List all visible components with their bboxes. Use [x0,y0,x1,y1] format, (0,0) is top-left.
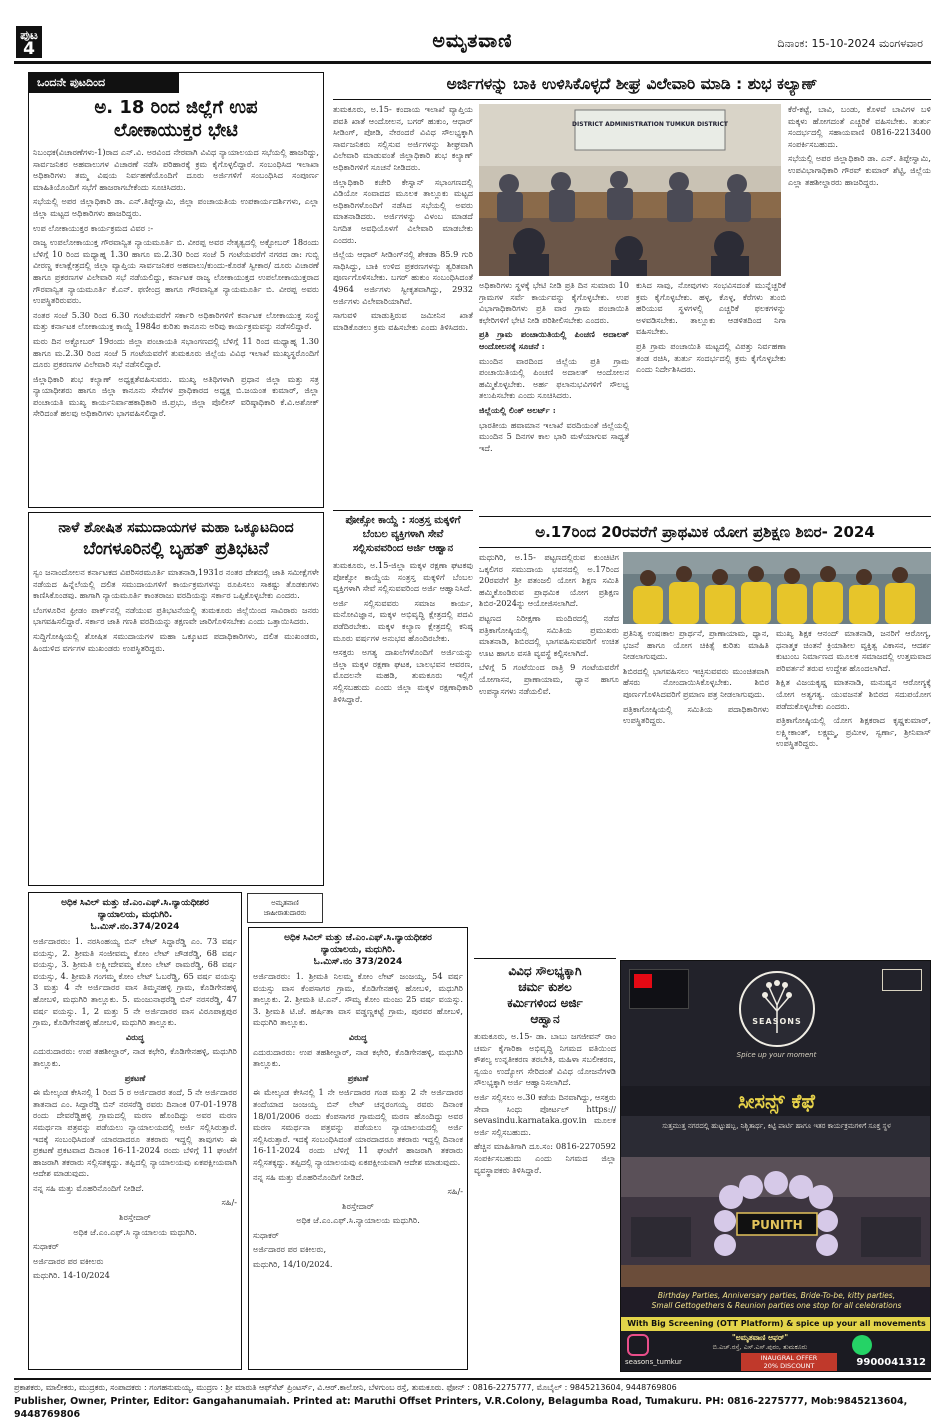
story-subhead: ಪ್ರತಿ ಗ್ರಾಮ ಪಂಚಾಯಿತಿಯಲ್ಲಿ ಪಿಂಚಣಿ ಅದಾಲತ್ ಆಂದೋಲನಕ್ಕೆ ಸೂಚನೆ : [479,329,629,351]
story-paragraph: ಪ್ರತಿ ಗ್ರಾಮ ಪಂಚಾಯಿತಿ ಮಟ್ಟದಲ್ಲಿ ವಿಪತ್ತು ನಿರ್ವಹಣಾ ತಂಡ ರಚಿಸಿ, ತುರ್ತು ಸಂದರ್ಭದಲ್ಲಿ ಕ್ರಮ ಕೈಗೊಳ್ಳಬೇಕು ಎಂದು ನಿರ್ದೇಶಿಸಿದರು. [636,340,786,375]
brand-logo [739,971,815,1047]
court-place: ನ್ಯಾಯಾಲಯ, ಮಧುಗಿರಿ. [97,910,173,920]
party-types-line: Birthday Parties, Anniversary parties, Bride-To-be, kitty parties, [657,1291,896,1300]
phone-number[interactable]: 9900041312 [856,1357,926,1368]
story-paragraph: ಅರ್ಜಿ ಸಲ್ಲಿಸಲು ಅ.30 ಕಡೆಯ ದಿನವಾಗಿದ್ದು, ಆಸಕ್ತರು ಸೇವಾ ಸಿಂಧು ಪೋರ್ಟಲ್ https:// sevasindu.karnataka.gov.in ಮೂಲಕ ಅರ್ಜಿ ಸಲ್ಲಿಸಬಹುದು. [474,1091,616,1137]
court-name: ಅಧಿಕ ಸಿವಿಲ್ ಮತ್ತು ಜೆ.ಎಂ.ಎಫ್.ಸಿ.ನ್ಯಾಯಧೀಶರ [284,933,432,943]
story-body [29,147,323,420]
story-paragraph: ಕೆರೆ-ಕಟ್ಟೆ, ಬಾವಿ, ಬಂಡು, ಕೊಳವೆ ಬಾವಿಗಳ ಬಳಿ ಮಕ್ಕಳು ಹೋಗದಂತೆ ಎಚ್ಚರಿಕೆ ವಹಿಸಬೇಕು. ತುರ್ತು ಸಂದರ್ಭದಲ್ಲಿ ಸಹಾಯವಾಣಿ 0816-2213400 ಸಂಪರ್ಕಿಸಬಹುದು. [788,104,931,149]
story-title: ಚರ್ಮ ಕುಶಲ [518,980,572,994]
lead-column-2 [479,280,629,505]
story-paragraph: ಭಾರತೀಯ ಹವಾಮಾನ ಇಲಾಖೆ ವರದಿಯಂತೆ ಜಿಲ್ಲೆಯಲ್ಲಿ ಮುಂದಿನ 5 ದಿನಗಳ ಕಾಲ ಭಾರಿ ಮಳೆಯಾಗುವ ಸಾಧ್ಯತೆ ಇದೆ. [479,419,629,453]
story-paragraph: ಬೆಳಿಗ್ಗೆ 5 ಗಂಟೆಯಿಂದ ರಾತ್ರಿ 9 ಗಂಟೆಯವರೆಗೆ ಯೋಗಾಸನ, ಪ್ರಾಣಾಯಾಮ, ಧ್ಯಾನ ಹಾಗೂ ಉಪನ್ಯಾಸಗಳು ನಡೆಯಲಿವೆ. [479,662,619,696]
story-paragraph: ರಾಜ್ಯ ಉಪಲೋಕಾಯುಕ್ತ ಗೌರವಾನ್ವಿತ ನ್ಯಾಯಮೂರ್ತಿ ಬಿ. ವೀರಪ್ಪ ಅವರ ನೇತೃತ್ವದಲ್ಲಿ ಅಕ್ಟೋಬರ್ 18ರಂದು ಬೆಳಿಗ್ಗೆ 10 ರಿಂದ ಮಧ್ಯಾಹ್ನ 1.30 ಹಾಗೂ ಮ.2.30 ರಿಂದ ಸಂಜೆ 5 ಗಂಟೆಯವರೆಗೆ ನಗರದ ಡಾ: ಗುಬ್ಬಿ ವೀರಣ್ಣ ಕಲಾಕ್ಷೇತ್ರದಲ್ಲಿ ಜಿಲ್ಲಾ ವ್ಯಾಪ್ತಿಯ ಸಾರ್ವಜನಿಕರ ಅಹವಾಲು/ಕುಂದು-ಕೊರತೆ ಸ್ವೀಕಾರ/ ದೂರು ವಿಚಾರಣೆ ಹಾಗೂ ಪ್ರಕರಣಗಳ ವಿಲೇವಾರಿ ಸಭೆ ನಡೆಯಲಿದ್ದು, ಕರ್ನಾಟಕ ರಾಜ್ಯ ಲೋಕಾಯುಕ್ತದ ಉಪಲೋಕಾಯುಕ್ತರಾದ ಗೌರವಾನ್ವಿತ ನ್ಯಾಯಮೂರ್ತಿ ಕೆ.ಎನ್. ಫಣೀಂದ್ರ ಹಾಗೂ ಗೌರವಾನ್ವಿತ ನ್ಯಾಯಮೂರ್ತಿ ಬಿ. ವೀರಪ್ಪ ಅವರು ಉಪಸ್ಥಿತರಿರುವರು. [33,237,319,306]
address-block [685,1333,835,1352]
lead-column-4 [788,104,931,504]
story-protest [28,512,324,886]
imprint-english: Publisher, Owner, Printer, Editor: Gangahanumaiah. Printed at: Maruthi Offset Printers, V.R.Colony, Belagumba Road, Tumakuru. PH: 0816-2275777, Mob:9845213604, 9448769806 [14,1396,908,1418]
case-number: ಓ.ಮಿಸ್.ನಂ.374/2024 [90,922,180,932]
prepared-by: ಸುಧಾಕರ್ [33,1241,59,1252]
imprint-footer [14,1378,931,1418]
party-hall-image [621,1157,931,1287]
story-body [29,567,323,654]
tree-logo-icon [741,973,813,1045]
story-title: ವಿವಿಧ ಸೌಲಭ್ಯಕ್ಕಾಗಿ [508,964,582,978]
place-date: ಮಧುಗಿರಿ. 14-10/2024 [33,1270,110,1281]
signatory-office: ಅಧಿಕ ಜೆ.ಎಂ.ಎಫ್.ಸಿ.ನ್ಯಾಯಾಲಯ ಮಧುಗಿರಿ. [296,1215,420,1226]
story-paragraph: ಮುಂದಿನ ವಾರದಿಂದ ಜಿಲ್ಲೆಯ ಪ್ರತಿ ಗ್ರಾಮ ಪಂಚಾಯಿತಿಯಲ್ಲಿ ಪಿಂಚಣಿ ಅದಾಲತ್ ಆಂದೋಲನ ಹಮ್ಮಿಕೊಳ್ಳಬೇಕು. ಅರ್ಹ ಫಲಾನುಭವಿಗಳಿಗೆ ಸೌಲಭ್ಯ ತಲುಪಿಸಬೇಕು ಎಂದು ಸೂಚಿಸಿದರು. [479,355,629,401]
issue-date: ದಿನಾಂಕ: 15-10-2024 ಮಂಗಳವಾರ [777,37,923,50]
story-paragraph: ತುಮಕೂರು, ಅ.15- ಕಂದಾಯ ಇಲಾಖೆ ವ್ಯಾಪ್ತಿಯ ಪವತಿ ಖಾತೆ ಆಂದೋಲನ, ಬಗರ್ ಹುಕುಂ, ಆಧಾರ್ ಸೀಡಿಂಗ್, ಪೋಡಿ, ನೇರಂದರೆ ವಿವಿಧ ಸೌಲಭ್ಯಕ್ಕಾಗಿ ಸಾರ್ವಜನಿಕರು ಸಲ್ಲಿಸುವ ಅರ್ಜಿಗಳನ್ನು ಶೀಘ್ರವಾಗಿ ವಿಲೇವಾರಿ ಮಾಡುವಂತೆ ಜಿಲ್ಲಾಧಿಕಾರಿ ಶುಭ ಕಲ್ಯಾಣ್ ಅಧಿಕಾರಿಗಳಿಗೆ ಸೂಚನೆ ನೀಡಿದರು. [333,104,473,172]
lead-headline: ಅರ್ಜಿಗಳನ್ನು ಬಾಕಿ ಉಳಿಸಿಕೊಳ್ಳದೆ ಶೀಘ್ರ ವಿಲೇವಾರಿ ಮಾಡಿ : ಶುಭ ಕಲ್ಯಾಣ್ [333,70,931,100]
paper-name: ಅಮೃತವಾಣಿ [432,30,513,52]
versus-label: ವಿರುದ್ಧ [348,1031,368,1042]
story-paragraph: ಶಿಬಿರದಲ್ಲಿ ಭಾಗವಹಿಸಲು ಇಚ್ಛಿಸುವವರು ಮುಂಚಿತವಾಗಿ ಹೆಸರು ನೋಂದಾಯಿಸಿಕೊಳ್ಳಬೇಕು. ಶಿಬಿರ ಪೂರ್ಣಗೊಳಿಸಿದವರಿಗೆ ಪ್ರಮಾಣ ಪತ್ರ ನೀಡಲಾಗುವುದು. [623,665,769,699]
notice-closing: ನನ್ನ ಸಹಿ ಮತ್ತು ಮೊಹರಿನೊಂದಿಗೆ ನೀಡಿದೆ. [33,1182,144,1193]
imprint-kannada: ಪ್ರಕಾಶಕರು, ಮಾಲೀಕರು, ಮುದ್ರಕರು, ಸಂಪಾದಕರು : ಗಂಗಹನುಮಯ್ಯ, ಮುದ್ರಣ : ಶ್ರೀ ಮಾರುತಿ ಆಫ್‌ಸೆಟ್ ಪ್ರಿಂಟರ್ಸ್, ವಿ.ಆರ್.ಕಾಲೋನಿ, ಬೆಳಗುಂಬ ರಸ್ತೆ, ತುಮಕೂರು. ಫೋನ್ : 0816-2275777, ಮೊಬೈಲ್ : 9845213604, 9448769806 [14,1383,677,1392]
yoga-column-1 [479,552,619,952]
story-paragraph: ಪತ್ರಿಕಾಗೋಷ್ಠಿಯಲ್ಲಿ ಯೋಗ ಶಿಕ್ಷಕರಾದ ಕೃಷ್ಣಕುಮಾರ್, ಲಕ್ಷ್ಮೀಕಾಂತ್, ಲಕ್ಷ್ಮಮ್ಮ, ಪ್ರಮೀಳ, ಸ್ವರ್ಣಾ, ಶ್ರೀನಿವಾಸ್ ಉಪಸ್ಥಿತರಿದ್ದರು. [776,715,931,749]
ad-bottom-bar [621,1331,931,1372]
story-paragraph: ಅಧಿಕಾರಿಗಳು ಸ್ಥಳಕ್ಕೆ ಭೇಟಿ ನೀಡಿ ಪ್ರತಿ ದಿನ ಸುಮಾರು 10 ಗ್ರಾಮಗಳ ಸರ್ವೆ ಕಾರ್ಯವನ್ನು ಕೈಗೊಳ್ಳಬೇಕು. ಉಪ ವಿಭಾಗಾಧಿಕಾರಿಗಳು ಪ್ರತಿ ವಾರ ಗ್ರಾಮ ಪಂಚಾಯಿತಿ ಕಛೇರಿಗಳಿಗೆ ಭೇಟಿ ನೀಡಿ ಪರಿಶೀಲಿಸಬೇಕು ಎಂದರು. [479,280,629,325]
prepared-by: ಸುಧಾಕರ್ [253,1229,279,1240]
place-date: ಮಧುಗಿರಿ, 14/10/2024. [253,1259,333,1270]
lead-column-1 [333,104,473,504]
story-paragraph: ಪಟ್ಟಣದ ನಿರೀಕ್ಷಣಾ ಮಂದಿರದಲ್ಲಿ ನಡೆದ ಪತ್ರಿಕಾಗೋಷ್ಠಿಯಲ್ಲಿ ಸಮಿತಿಯ ಪ್ರಮುಖರು ಮಾತನಾಡಿ, ಶಿಬಿರದಲ್ಲಿ ಭಾಗವಹಿಸುವವರಿಗೆ ಉಚಿತ ಊಟ ಹಾಗೂ ವಸತಿ ವ್ಯವಸ್ಥೆ ಕಲ್ಪಿಸಲಾಗಿದೆ. [479,612,619,658]
story-paragraph: ಪ್ರತಿನಿತ್ಯ ಉಷಃಕಾಲ ಪ್ರಾರ್ಥನೆ, ಪ್ರಾಣಾಯಾಮ, ಧ್ಯಾನ, ಭಜನೆ ಹಾಗೂ ಯೋಗ ಚಿಕಿತ್ಸೆ ಕುರಿತು ಮಾಹಿತಿ ನೀಡಲಾಗುವುದು. [623,628,769,662]
notice-closing: ನನ್ನ ಸಹಿ ಮತ್ತು ಮೊಹರಿನೊಂದಿಗೆ ನೀಡಿದೆ. [253,1171,364,1182]
instagram-icon[interactable] [627,1334,649,1356]
instagram-handle[interactable]: seasons_tumkur [625,1358,682,1366]
story-leather-artisans [474,958,616,1372]
story-paragraph: ಮುಖ್ಯ ಶಿಕ್ಷಕ ಆನಂದ್ ಮಾತನಾಡಿ, ಜನರಿಗೆ ಆರೋಗ್ಯ, ಧನಾತ್ಮಕ ಚಿಂತನೆ ಕ್ರಿಯಾಶೀಲ ವ್ಯಕ್ತಿತ್ವ ವಿಕಾಸನ, ಆದರ್ಶ ಕುಟುಂಬ ನಿರ್ಮಾಣದ ಮೂಲಕ ಸಮಾಜದಲ್ಲಿ ಉತ್ತಮವಾದ ಪರಿವರ್ತನೆ ತರುವ ಉದ್ದೇಶ ಹೊಂದಲಾಗಿದೆ. [776,628,931,673]
story-paragraph: ಹೆಚ್ಚಿನ ಮಾಹಿತಿಗಾಗಿ ದೂ.ಸಂ: 0816-2270592 ಸಂಪರ್ಕಿಸಬಹುದು ಎಂದು ನಿಗಮದ ಜಿಲ್ಲಾ ವ್ಯವಸ್ಥಾಪಕರು ತಿಳಿಸಿದ್ದಾರೆ. [474,1141,616,1175]
party-types [621,1287,931,1317]
story-paragraph: ಶಿಕ್ಷಿತ ವಿಜಯಕೃಷ್ಣ ಮಾತನಾಡಿ, ಮನುಷ್ಯನ ಆರೋಗ್ಯಕ್ಕೆ ಯೋಗ ಅತ್ಯಗತ್ಯ. ಯುವಜನತೆ ಶಿಬಿರದ ಸದುಪಯೋಗ ಪಡೆದುಕೊಳ್ಳಬೇಕು ಎಂದರು. [776,677,931,711]
court-name: ಅಧಿಕ ಸಿವಿಲ್ ಮತ್ತು ಜೆ.ಎಂ.ಎಫ್.ಸಿ.ನ್ಯಾಯಧೀಶರ [61,898,209,908]
notice-body [253,971,463,1271]
story-paragraph: ಸುದ್ದಿಗೋಷ್ಠಿಯಲ್ಲಿ ಶೋಷಿತ ಸಮುದಾಯಗಳ ಮಹಾ ಒಕ್ಕೂಟದ ಪದಾಧಿಕಾರಿಗಳು, ದಲಿತ ಮುಖಂಡರು, ಹಿಂದುಳಿದ ವರ್ಗಗಳ ಮುಖಂಡರು ಉಪಸ್ಥಿತರಿದ್ದರು. [33,630,319,653]
story-paragraph: ಮರು ದಿನ ಅಕ್ಟೋಬರ್ 19ರಂದು ಜಿಲ್ಲಾ ಪಂಚಾಯತಿ ಸಭಾಂಗಣದಲ್ಲಿ ಬೆಳಿಗ್ಗೆ 11 ರಿಂದ ಮಧ್ಯಾಹ್ನ 1.30 ಹಾಗೂ ಮ.2.30 ರಿಂದ ಸಂಜೆ 5 ಗಂಟೆಯವರೆಗೆ ತುಮಕೂರು ಜಿಲ್ಲೆಯ ವಿವಿಧ ಇಲಾಖೆ ಮುಖ್ಯಸ್ಥರೊಂದಿಗೆ ದೂರು ಪ್ರಕರಣಗಳ ವಿಲೇವಾರಿ ಸಭೆ ನಡೆಸಲಿದ್ದಾರೆ. [33,335,319,370]
story-paragraph: ಜಿಲ್ಲಾಧಿಕಾರಿ ಶುಭ ಕಲ್ಯಾಣ್ ಅಧ್ಯಕ್ಷತೆವಹಿಸುವರು. ಮುಖ್ಯ ಅತಿಥಿಗಳಾಗಿ ಪ್ರಧಾನ ಜಿಲ್ಲಾ ಮತ್ತು ಸತ್ರ ನ್ಯಾಯಾಧೀಶರು ಹಾಗೂ ಜಿಲ್ಲಾ ಕಾನೂನು ಸೇವೆಗಳ ಪ್ರಾಧಿಕಾರದ ಅಧ್ಯಕ್ಷ ಬಿ.ಜಯಂತ ಕುಮಾರ್, ಜಿಲ್ಲಾ ಪಂಚಾಯತಿ ಮುಖ್ಯ ಕಾರ್ಯನಿರ್ವಾಹಕಾಧಿಕಾರಿ ಜಿ.ಪ್ರಭು, ಜಿಲ್ಲಾ ಪೊಲೀಸ್ ವರಿಷ್ಠಾಧಿಕಾರಿ ಕೆ.ವಿ.ಅಶೋಕ್ ಸೇರಿದಂತೆ ಹಲವು ಅಧಿಕಾರಿಗಳು ಭಾಗವಹಿಸಲಿದ್ದಾರೆ. [33,373,319,419]
story-title-line2: ಲೋಕಾಯುಕ್ತರ ಭೇಟಿ [114,120,238,141]
whatsapp-icon[interactable] [852,1335,872,1355]
lead-column-3 [636,280,786,505]
story-paragraph: ತುಮಕೂರು, ಅ.15- ಡಾ. ಬಾಬು ಜಗಜೀವನ್ ರಾಂ ಚರ್ಮ ಕೈಗಾರಿಕಾ ಅಭಿವೃದ್ಧಿ ನಿಗಮದ ವತಿಯಿಂದ ಕೌಶಲ್ಯ ಉನ್ನತೀಕರಣ ತರಬೇತಿ, ಮಹಿಳಾ ಸಬಲೀಕರಣ, ಸ್ವಯಂ ಉದ್ಯೋಗ ಸೇರಿದಂತೆ ವಿವಿಧ ಯೋಜನೆಗಳಡಿ ಸೌಲಭ್ಯಕ್ಕಾಗಿ ಅರ್ಜಿ ಆಹ್ವಾನಿಸಲಾಗಿದೆ. [474,1031,616,1088]
advocate: ಅರ್ಜಿದಾರರ ಪರ ವಕೀಲರು [33,1255,104,1266]
ott-logo-icon [634,974,652,988]
story-body [333,560,473,705]
respondent: ಎದುರುದಾರರು: ಉಪ ತಹಶೀಲ್ದಾರ್, ನಾಡ ಕಛೇರಿ, ಕೊಡಿಗೇನಹಳ್ಳಿ, ಮಧುಗಿರಿ ತಾಲ್ಲೂಕು. [33,1046,237,1068]
yoga-group-photo-image [623,552,931,624]
page-number: 4 [23,39,35,59]
ad-description: ಸುತ್ತಮುತ್ತ ನಗರದಲ್ಲಿ ಹುಟ್ಟುಹಬ್ಬ, ನಿಶ್ಚಿತಾರ್ಥ, ಕಿಟ್ಟಿ ಪಾರ್ಟಿ ಹಾಗೂ ಇತರ ಕಾರ್ಯಕ್ರಮಗಳಿಗೆ ಸೂಕ್ತ ಸ್ಥಳ [662,1122,891,1130]
story-paragraph: ಬೆಂಗಳೂರಿನ ಫ್ರೀಡಂ ಪಾರ್ಕ್‌ನಲ್ಲಿ ನಡೆಯುವ ಪ್ರತಿಭಟನೆಯಲ್ಲಿ ತುಮಕೂರು ಜಿಲ್ಲೆಯಿಂದ ಸಾವಿರಾರು ಜನರು ಭಾಗವಹಿಸಲಿದ್ದಾರೆ. ಸರ್ಕಾರ ಜಾತಿ ಗಣತಿ ವರದಿಯನ್ನು ತಕ್ಷಣವೇ ಜಾರಿಗೊಳಿಸಬೇಕು ಎಂದು ಒತ್ತಾಯಿಸಿದರು. [33,604,319,627]
court-notice-373 [248,927,468,1370]
signatory-title: ಶಿರಸ್ತೇದಾರ್ [119,1212,151,1223]
meeting-photo-image [479,104,781,276]
address-title: "ಅಮೃತವಾಣಿ ಆಫರ್" [731,1333,789,1342]
yoga-group-photo [623,552,931,624]
party-types-line: Small Gettogethers & Reunion parties one stop for all celebrations [651,1301,902,1310]
story-title-line1: ನಾಳೆ ಶೋಷಿತ ಸಮುದಾಯಗಳ ಮಹಾ ಒಕ್ಕೂಟದಿಂದ [58,520,294,536]
story-title-block [474,958,616,1027]
seasons-cafe-advertisement[interactable] [620,960,931,1372]
story-paragraph: ಉಪ ಲೋಕಾಯುಕ್ತರ ಕಾರ್ಯಕ್ರಮದ ವಿವರ :- [33,222,154,233]
story-paragraph: ನಿಬಂಧಕ(ವಿಚಾರಣೆಗಳು-1)ರಾದ ಎನ್.ವಿ. ಅರವಿಂದ ನೇರವಾಗಿ ವಿವಿಧ ನ್ಯಾಯಾಲಯದ ಸಭೆಯಲ್ಲಿ ಹಾಜರಿದ್ದು, ಸಾರ್ವಜನಿಕರ ಅಹವಾಲುಗಳ ವಿಚಾರಣೆ ನಡೆಸಿ ಪರಿಹಾರಕ್ಕೆ ಕ್ರಮ ಕೈಗೊಳ್ಳಲಿದ್ದಾರೆ. ಸಂಬಂಧಿಸಿದ ಇಲಾಖಾ ಅಧಿಕಾರಿಗಳು ತಮ್ಮ ವಿಷಯ ನಿರ್ವಹಣೆಯೊಂದಿಗೆ ದೂರು ಅರ್ಜಿಗಳಿಗೆ ಸಂಬಂಧಿಸಿದ ಸಂಪೂರ್ಣ ಮಾಹಿತಿಯೊಂದಿಗೆ ಸಭೆಗೆ ಹಾಜರಾಗಬೇಕೆಂದು ಸೂಚಿಸಿದರು. [33,147,319,192]
story-paragraph: ಆಸಕ್ತರು ಅಗತ್ಯ ದಾಖಲೆಗಳೊಂದಿಗೆ ಅರ್ಜಿಯನ್ನು ಜಿಲ್ಲಾ ಮಕ್ಕಳ ರಕ್ಷಣಾ ಘಟಕ, ಬಾಲಭವನ ಆವರಣ, ಮೊದಲನೇ ಮಹಡಿ, ತುಮಕೂರು ಇಲ್ಲಿಗೆ ಸಲ್ಲಿಸಬಹುದು ಎಂದು ಜಿಲ್ಲಾ ಮಕ್ಕಳ ರಕ್ಷಣಾಧಿಕಾರಿ ತಿಳಿಸಿದ್ದಾರೆ. [333,647,473,704]
story-body [474,1031,616,1176]
advocate: ಅರ್ಜಿದಾರರ ಪರ ವಕೀಲರು, [253,1244,327,1255]
yoga-column-3 [776,628,931,952]
story-paragraph: ನಂತರ ಸಂಜೆ 5.30 ರಿಂದ 6.30 ಗಂಟೆಯವರೆಗೆ ಸರ್ಕಾರಿ ಅಧಿಕಾರಿಗಳಿಗೆ ಕರ್ನಾಟಕ ಲೋಕಾಯುಕ್ತ ಸಂಸ್ಥೆ ಮತ್ತು ಕರ್ನಾಟಕ ಲೋಕಾಯುಕ್ತ ಕಾಯ್ದೆ 1984ರ ಕುರಿತು ಕಾನೂನು ಅರಿವು ಕಾರ್ಯಕ್ರಮವನ್ನು ನಡೆಸಲಿದ್ದಾರೆ. [33,309,319,332]
page-prefix: ಪುಟ [20,28,38,42]
story-title-line2: ಬೆಂಗಳೂರಿನಲ್ಲಿ ಬೃಹತ್ ಪ್ರತಿಭಟನೆ [83,539,269,559]
signatory-office: ಅಧಿಕ ಜೆ.ಎಂ.ಎಫ್.ಸಿ ನ್ಯಾಯಾಲಯ ಮಧುಗಿರಿ. [73,1226,197,1237]
story-title: ಸಲ್ಲಿಸುವವರಿಂದ ಅರ್ಜಿ ಆಹ್ವಾನ [352,543,454,554]
chef-hat-icon [882,969,922,991]
cafe-kannada-name: ಸೀಸನ್ಸ್ ಕೆಫೆ [621,1086,931,1116]
story-title: ಪೋಕ್ಸೋ ಕಾಯ್ದೆ : ಸಂತ್ರಸ್ತ ಮಕ್ಕಳಿಗೆ [333,510,473,528]
screening-banner: With Big Screening (OTT Platform) & spice up your all movements [621,1317,931,1331]
versus-label: ವಿರುದ್ಧ [125,1031,145,1042]
brand-name: SEASONS [752,1017,802,1026]
story-subhead: ಜಿಲ್ಲೆಯಲ್ಲಿ ಲಿಂಕ್ ಅಲರ್ಟ್ : [479,404,556,415]
notice-label: ಪ್ರಕಟಣೆ [124,1072,146,1083]
notice-body [33,936,237,1282]
story-paragraph: ಸಾಗುವಳಿ ಮಾಡುತ್ತಿರುವ ಜಮೀನಿನ ಖಾತೆ ಮಾಡಿಕೊಡಲು ಕ್ರಮ ವಹಿಸಬೇಕು ಎಂದು ತಿಳಿಸಿದರು. [333,310,473,332]
story-paragraph: ಮಧುಗಿರಿ, ಅ.15- ಪಟ್ಟಣದಲ್ಲಿರುವ ಕುಂಚಿಟಿಗ ಒಕ್ಕಲಿಗರ ಸಮುದಾಯ ಭವನದಲ್ಲಿ ಅ.17ರಿಂದ 20ರವರೆಗೆ ಶ್ರೀ ಪತಂಜಲಿ ಯೋಗ ಶಿಕ್ಷಣ ಸಮಿತಿ ಹಮ್ಮಿಕೊಂಡಿರುವ ಪ್ರಾಥಮಿಕ ಯೋಗ ಪ್ರಶಿಕ್ಷಣ ಶಿಬಿರ-2024ನ್ನು ಆಯೋಜಿಸಲಾಗಿದೆ. [479,552,619,609]
story-upa-lokayukta [28,72,324,508]
story-paragraph: ಸ್ವಂ ಜನಾಂದೋಲನ ಕರ್ನಾಟಕದ ವಿಪರಿಸರಮೂರ್ತಿ ಮಾತನಾಡಿ,1931ರ ನಂತರ ದೇಶದಲ್ಲಿ ಜಾತಿ ಸಮೀಕ್ಷೆಗಳೇ ನಡೆಯದ ಹಿನ್ನೆಲೆಯಲ್ಲಿ ದಲಿತ ಸಮುದಾಯಗಳಿಗೆ ಕಾರ್ಯಕ್ರಮಗಳನ್ನು ರೂಪಿಸಲು ಸಾಕಷ್ಟು ತೊಡಕುಗಳು ಕಾಣಿಸಿಕೊಂಡವು. ಹಾಗಾಗಿ ನ್ಯಾಯಮೂರ್ತಿ ಕಾಂತರಾಜು ವರದಿಯನ್ನು ಸರ್ಕಾರ ಒಪ್ಪಿಕೊಳ್ಳಬೇಕು ಎಂದರು. [33,567,319,601]
story-pocso [333,510,473,955]
story-paragraph: ಜಿಲ್ಲಾಧಿಕಾರಿ ಕಚೇರಿ ಕೇಸ್ವಾನ್ ಸಭಾಂಗಣದಲ್ಲಿ ವಿಡಿಯೋ ಸಂವಾದದ ಮೂಲಕ ತಾಲ್ಲೂಕು ಮಟ್ಟದ ಅಧಿಕಾರಿಗಳೊಂದಿಗೆ ನಡೆಸಿದ ಸಭೆಯಲ್ಲಿ ಅವರು ಮಾತನಾಡಿದರು. ಅರ್ಜಿಗಳನ್ನು ವಿಳಂಬ ಮಾಡದೆ ನಿಗದಿತ ಅವಧಿಯೊಳಗೆ ವಿಲೇವಾರಿ ಮಾಡಬೇಕು ಎಂದರು. [333,176,473,245]
signatory-title: ಶಿರಸ್ತೇದಾರ್ [342,1200,374,1211]
banner-name: PUNITH [751,1218,803,1232]
story-paragraph: ಜಿಲ್ಲೆಯ ಆಧಾರ್ ಸೀಡಿಂಗ್‌ನಲ್ಲಿ ಶೇಕಡಾ 85.9 ಗುರಿ ಸಾಧಿಸಿದ್ದು, ಬಾಕಿ ಉಳಿದ ಪ್ರಕರಣಗಳನ್ನು ತ್ವರಿತವಾಗಿ ಪೂರ್ಣಗೊಳಿಸಬೇಕು. ಬಗರ್ ಹುಕುಂ ಸಂಬಂಧಿಸಿದಂತೆ 4964 ಅರ್ಜಿಗಳು ಸ್ವೀಕೃತವಾಗಿದ್ದು, 2932 ಅರ್ಜಿಗಳು ವಿಲೇವಾರಿಯಾಗಿವೆ. [333,249,473,306]
section-label: ಒಂದನೇ ಪುಟದಿಂದ [29,73,179,93]
stamp-line: ಅಮೃತವಾಣಿ [271,899,299,907]
story-paragraph: ಸಭೆಯಲ್ಲಿ ಅಪರ ಜಿಲ್ಲಾಧಿಕಾರಿ ಡಾ. ಎನ್. ತಿಪ್ಪೇಸ್ವಾಮಿ, ಉಪವಿಭಾಗಾಧಿಕಾರಿ ಗೌರವ್ ಕುಮಾರ್ ಶೆಟ್ಟಿ, ಜಿಲ್ಲೆಯ ಎಲ್ಲಾ ತಹಶೀಲ್ದಾರರು ಹಾಜರಿದ್ದರು. [788,153,931,187]
respondent: ಎದುರುದಾರರು: ಉಪ ತಹಶೀಲ್ದಾರ್, ನಾಡ ಕಛೇರಿ, ಕೊಡಿಗೇನಹಳ್ಳಿ, ಮಧುಗಿರಿ ತಾಲ್ಲೂಕು. [253,1046,463,1069]
signature: ಸಹಿ/- [221,1197,237,1208]
story-title: ಆಹ್ವಾನ [530,1012,560,1026]
photo-sign-text: DISTRICT ADMINISTRATION TUMKUR DISTRICT [572,121,728,128]
advertiser-stamp [247,893,323,923]
party-hall-photo [621,1157,931,1287]
story-paragraph: ಕುಸಿದ ಸಾವು, ನೋವುಗಳು ಸಂಭವಿಸದಂತೆ ಮುನ್ನೆಚ್ಚರಿಕೆ ಕ್ರಮ ಕೈಗೊಳ್ಳಬೇಕು. ಹಳ್ಳ, ಕೊಳ್ಳ, ಕೆರೆಗಳು ತುಂಬಿ ಹರಿಯುವ ಸ್ಥಳಗಳಲ್ಲಿ ಎಚ್ಚರಿಕೆ ಫಲಕಗಳನ್ನು ಅಳವಡಿಸಬೇಕು. ತಾಲ್ಲೂಕು ಆಡಳಿತದಿಂದ ನಿಗಾ ವಹಿಸಬೇಕು. [636,280,786,337]
story-paragraph: ತುಮಕೂರು, ಅ.15-ಜಿಲ್ಲಾ ಮಕ್ಕಳ ರಕ್ಷಣಾ ಘಟಕವು ಪೋಕ್ಸೋ ಕಾಯ್ದೆಯ ಸಂತ್ರಸ್ತ ಮಕ್ಕಳಿಗೆ ಬೆಂಬಲ ವ್ಯಕ್ತಿಗಳಾಗಿ ಸೇವೆ ಸಲ್ಲಿಸುವವರಿಂದ ಅರ್ಜಿ ಆಹ್ವಾನಿಸಿದೆ. [333,560,473,594]
offer-line: 20% DISCOUNT [763,1362,815,1370]
court-place: ನ್ಯಾಯಾಲಯ, ಮಧುಗಿರಿ. [320,945,396,955]
offer-line: INAUGRAL OFFER [760,1354,818,1362]
ott-logos-panel [629,969,689,1009]
meeting-photo [479,104,781,276]
masthead [14,26,931,64]
yoga-headline: ಅ.17ರಿಂದ 20ರವರೆಗೆ ಪ್ರಾಥಮಿಕ ಯೋಗ ಪ್ರಶಿಕ್ಷಣ ಶಿಬಿರ- 2024 [479,516,931,548]
notice-text: ಈ ಮೇಲ್ಕಂಡ ಕೇಸಿನಲ್ಲಿ 1 ರಿಂದ 5 ರ ಅರ್ಜಿದಾರರ ತಂದೆ, 5 ನೇ ಅರ್ಜಿದಾರರ ತಾತನಾದ ಎಂ. ಸಿದ್ದಾರೆಡ್ಡಿ ಬಿನ್ ನರಸರೆಡ್ಡಿ ರವರು ದಿನಾಂಕ 07-01-1978 ರಂದು ದೇವರೆಡ್ಡಿಹಳ್ಳಿ ಗ್ರಾಮದಲ್ಲಿ ಮರಣ ಹೊಂದಿದ್ದು ಅವರ ಮರಣ ಸಮರ್ಥನಾ ಪತ್ರವನ್ನು ಪಡೆಯಲು ನ್ಯಾಯಾಲಯದಲ್ಲಿ ಅರ್ಜಿ ಸಲ್ಲಿಸಿರುತ್ತಾರೆ. ಇದಕ್ಕೆ ಸಂಬಂಧಿಸಿದಂತೆ ಯಾರದಾದರೂ ತಕರಾರು ಇದ್ದಲ್ಲಿ ತಾವುಗಳು ಈ ಪ್ರಕಟಣೆ ಪ್ರಕಟವಾದ ದಿನಾಂಕ 16-11-2024 ರಂದು ಬೆಳಿಗ್ಗೆ 11 ಘಂಟೆಗೆ ಹಾಜರಾಗಿ ತಕರಾರು ಸಲ್ಲಿಸತಕ್ಕದ್ದು. ತಪ್ಪಿದಲ್ಲಿ ನ್ಯಾಯಾಲಯವು ಏಕಪಕ್ಷೀಯವಾಗಿ ಆದೇಶ ಮಾಡುವುದು. [33,1087,237,1179]
notice-label: ಪ್ರಕಟಣೆ [347,1072,369,1083]
stamp-line: ಜಾಹೀರಾತುದಾರರು [263,909,307,917]
court-notice-374 [28,892,242,1370]
story-title: ಕರ್ಮಿಗಳಿಂದ ಅರ್ಜಿ [507,996,583,1010]
story-title: ಬೆಂಬಲ ವ್ಯಕ್ತಿಗಳಾಗಿ ಸೇವೆ [362,529,444,540]
story-paragraph: ಸಭೆಯಲ್ಲಿ ಅಪರ ಜಿಲ್ಲಾಧಿಕಾರಿ ಡಾ. ಎನ್.ತಿಪ್ಪೇಸ್ವಾಮಿ, ಜಿಲ್ಲಾ ಪಂಚಾಯತಿಯ ಉಪಕಾರ್ಯದರ್ಶಿಗಳು, ಎಲ್ಲಾ ಜಿಲ್ಲಾ ಮಟ್ಟದ ಅಧಿಕಾರಿಗಳು ಹಾಜರಿದ್ದರು. [33,196,319,218]
ad-top-panel [621,961,931,1086]
signature: ಸಹಿ/- [447,1186,463,1197]
case-number: ಓ.ಮಿಸ್.ನಂ 373/2024 [313,957,403,967]
petitioners: ಅರ್ಜಿದಾರರು: 1. ನರಸಿಂಹಯ್ಯ ಬಿನ್ ಲೇಟ್ ಸಿದ್ದಾರೆಡ್ಡಿ ಎಂ. 73 ವರ್ಷ ವಯಸ್ಸು, 2. ಶ್ರೀಮತಿ ಸಂಜೀವಮ್ಮ ಕೋಂ ಲೇಟ್ ಚೌಡರೆಡ್ಡಿ, 68 ವರ್ಷ ವಯಸ್ಸು, 3. ಶ್ರೀಮತಿ ಲಕ್ಷ್ಮೀದೇವಮ್ಮ ಕೋಂ ಲೇಟ್ ರಾಮರೆಡ್ಡಿ, 68 ವರ್ಷ ವಯಸ್ಸು, 4. ಶ್ರೀಮತಿ ಗಂಗಮ್ಮ ಕೋಂ ಲೇಟ್ ಓಬರೆಡ್ಡಿ, 65 ವರ್ಷ ವಯಸ್ಸು 3 ಮತ್ತು 4 ನೇ ಅರ್ಜಿದಾರರ ವಾಸ ತಿಮ್ಮನಹಳ್ಳಿ ಗ್ರಾಮ, ಕೊಡಿಗೇನಹಳ್ಳಿ ಹೋಬಳಿ, ಮಧುಗಿರಿ ತಾಲ್ಲೂಕು. 5. ಮಂಜುನಾಥರೆಡ್ಡಿ ಬಿನ್ ನರಸರೆಡ್ಡಿ, 47 ವರ್ಷ ವಯಸ್ಸು. 1, 2 ಮತ್ತು 5 ನೇ ಅರ್ಜಿದಾರರ ವಾಸ ವಿರೂಪಾಕ್ಷಪುರ ಗ್ರಾಮ, ಕೊಡಿಗೇನಹಳ್ಳಿ ಹೋಬಳಿ, ಮಧುಗಿರಿ ತಾಲ್ಲೂಕು. [33,936,237,1028]
story-paragraph: ಪತ್ರಿಕಾಗೋಷ್ಠಿಯಲ್ಲಿ ಸಮಿತಿಯ ಪದಾಧಿಕಾರಿಗಳು ಉಪಸ್ಥಿತರಿದ್ದರು. [623,703,769,726]
yoga-column-2 [623,628,769,952]
address-text: ಬಿ.ಎಚ್.ರಸ್ತೆ, ಎಸ್.ಎಸ್.ಪುರಂ, ತುಮಕೂರು [712,1343,808,1351]
petitioners: ಅರ್ಜಿದಾರರು: 1. ಶ್ರೀಮತಿ ನಿಲಮ್ಮ ಕೋಂ ಲೇಟ್ ಜಂಜಯ್ಯ, 54 ವರ್ಷ ವಯಸ್ಸು ವಾಸ ಕೆಂಪಸಾಗರ ಗ್ರಾಮ, ಕೊಡಿಗೇನಹಳ್ಳಿ ಹೋಬಳಿ, ಮಧುಗಿರಿ ತಾಲ್ಲೂಕು. 2. ಶ್ರೀಮತಿ ಟಿ.ಎನ್. ಸೌಮ್ಯ ಕೋಂ ಮಂಜು 25 ವರ್ಷ ವಯಸ್ಸು. 3. ಶ್ರೀಮತಿ ಟಿ.ಜೆ. ಹರ್ಷಿತಾ ವಾಸ ವಡ್ಡಣ್ಣಕಟ್ಟೆ ಗ್ರಾಮ, ಪುರವರ ಹೋಬಳಿ, ಮಧುಗಿರಿ ತಾಲ್ಲೂಕು. [253,971,463,1028]
notice-text: ಈ ಮೇಲ್ಕಂಡ ಕೇಸಿನಲ್ಲಿ 1 ನೇ ಅರ್ಜಿದಾರರ ಗಂಡ ಮತ್ತು 2 ನೇ ಅರ್ಜಿದಾರರ ತಂದೆಯಾದ ಜಂಜಯ್ಯ ಬಿನ್ ಲೇಟ್ ಚನ್ನರಂಗಯ್ಯ ರವರು ದಿನಾಂಕ 18/01/2006 ರಂದು ಕೆಂಪಸಾಗರ ಗ್ರಾಮದಲ್ಲಿ ಮರಣ ಹೊಂದಿದ್ದು ಅವರ ಮರಣ ಸಮರ್ಥನಾ ಪತ್ರವನ್ನು ಪಡೆಯಲು ನ್ಯಾಯಾಲಯದಲ್ಲಿ ಅರ್ಜಿ ಸಲ್ಲಿಸಿರುತ್ತಾರೆ. ಇದಕ್ಕೆ ಸಂಬಂಧಿಸಿದಂತೆ ಯಾರದಾದರೂ ತಕರಾರು ಇದ್ದಲ್ಲಿ ದಿನಾಂಕ 16-11-2024 ರಂದು ಬೆಳಿಗ್ಗೆ 11 ಘಂಟೆಗೆ ಹಾಜರಾಗಿ ತಕರಾರು ಸಲ್ಲಿಸತಕ್ಕದ್ದು. ತಪ್ಪಿದಲ್ಲಿ ನ್ಯಾಯಾಲಯವು ಏಕಪಕ್ಷೀಯವಾಗಿ ಆದೇಶ ಮಾಡುವುದು. [253,1087,463,1167]
brand-tagline: Spice up your moment [736,1051,817,1059]
story-title-line1: ಅ. 18 ರಿಂದ ಜಿಲ್ಲೆಗೆ ಉಪ [94,97,258,118]
story-paragraph: ಅರ್ಜಿ ಸಲ್ಲಿಸುವವರು ಸಮಾಜ ಕಾರ್ಯ, ಮನೋವಿಜ್ಞಾನ, ಮಕ್ಕಳ ಅಭಿವೃದ್ಧಿ ಕ್ಷೇತ್ರದಲ್ಲಿ ಪದವಿ ಪಡೆದಿರಬೇಕು. ಮಕ್ಕಳ ಕಲ್ಯಾಣ ಕ್ಷೇತ್ರದಲ್ಲಿ ಕನಿಷ್ಠ ಮೂರು ವರ್ಷಗಳ ಅನುಭವ ಹೊಂದಿರಬೇಕು. [333,597,473,643]
offer-badge [741,1353,837,1371]
